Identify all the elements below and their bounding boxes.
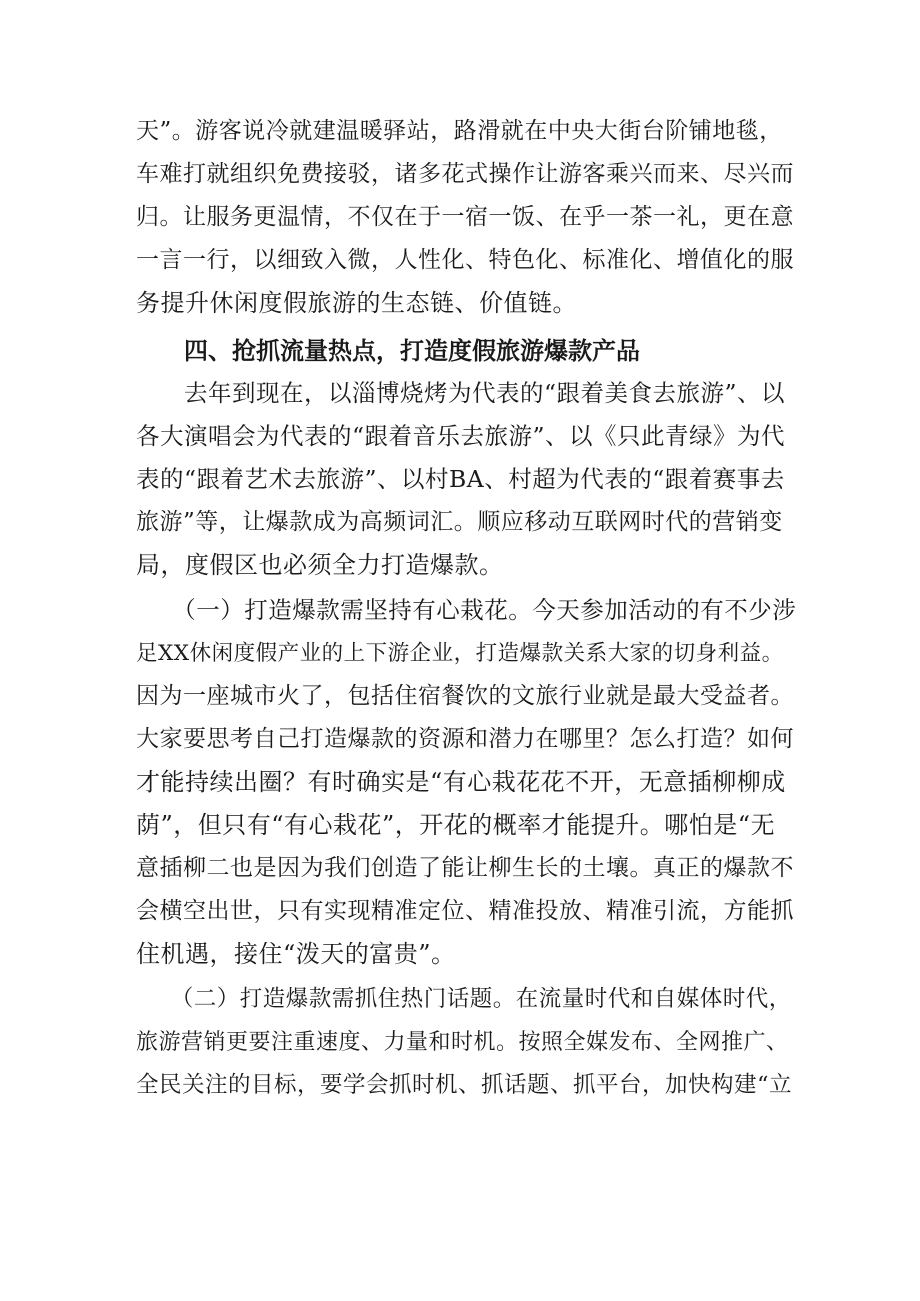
paragraph-line: 各大演唱会为代表的“跟着音乐去旅游”、以《只此青绿》为代	[136, 422, 786, 450]
paragraph-line: 一言一行，以细致入微，人性化、特色化、标准化、增值化的服	[136, 247, 794, 273]
paragraph-line: 务提升休闲度假旅游的生态链、价值链。	[136, 289, 577, 317]
paragraph-line: 车难打就组织免费接驳，诸多花式操作让游客乘兴而来、尽兴而	[136, 161, 794, 187]
paragraph-line: 全民关注的目标，要学会抓时机、抓话题、抓平台，加快构建“立	[136, 1072, 793, 1098]
paragraph-line: 住机遇，接住“泼天的富贵”。	[136, 940, 456, 968]
paragraph-hot-topics	[136, 978, 796, 1107]
paragraph-line: 天”。游客说冷就建温暖驿站，路滑就在中央大街台阶铺地毯，	[136, 118, 783, 144]
paragraph-service-warmth	[136, 110, 796, 325]
paragraph-line: 旅游”等，让爆款成为高频词汇。顺应移动互联网时代的营销变	[136, 509, 783, 535]
paragraph-line: 因为一座城市火了，包括住宿餐饮的文旅行业就是最大受益者。	[136, 683, 794, 709]
paragraph-line: 去年到现在，以淄博烧烤为代表的“跟着美食去旅游”、以	[136, 379, 786, 407]
paragraph-line: 大家要思考自己打造爆款的资源和潜力在哪里？怎么打造？如何	[136, 726, 794, 752]
paragraph-line: 归。让服务更温情，不仅在于一宿一饭、在乎一茶一礼，更在意	[136, 204, 794, 230]
paragraph-line: 足XX休闲度假产业的上下游企业，打造爆款关系大家的切身利益。	[136, 641, 784, 666]
paragraph-trending-tourism	[136, 372, 796, 587]
paragraph-line: 旅游营销更要注重速度、力量和时机。按照全媒发布、全网推广、	[136, 1030, 789, 1055]
paragraph-line: 荫”，但只有“有心栽花”，开花的概率才能提升。哪怕是“无	[136, 811, 776, 839]
paragraph-intentional-planting	[136, 589, 796, 976]
paragraph-line: 意插柳二也是因为我们创造了能让柳生长的土壤。真正的爆款不	[136, 855, 794, 881]
paragraph-line: 会横空出世，只有实现精准定位、精准投放、精准引流，方能抓	[136, 898, 794, 924]
paragraph-line: 局，度假区也必须全力打造爆款。	[136, 551, 504, 579]
paragraph-line: （二）打造爆款需抓住热门话题。在流量时代和自媒体时代，	[136, 986, 792, 1012]
paragraph-line: （一）打造爆款需坚持有心栽花。今天参加活动的有不少涉	[136, 596, 797, 624]
section-heading: 四、抢抓流量热点，打造度假旅游爆款产品	[184, 337, 640, 365]
paragraph-line: 才能持续出圈？有时确实是“有心栽花花不开，无意插柳柳成	[136, 768, 786, 796]
paragraph-line: 表的“跟着艺术去旅游”、以村BA、村超为代表的“跟着赛事去	[136, 465, 785, 493]
